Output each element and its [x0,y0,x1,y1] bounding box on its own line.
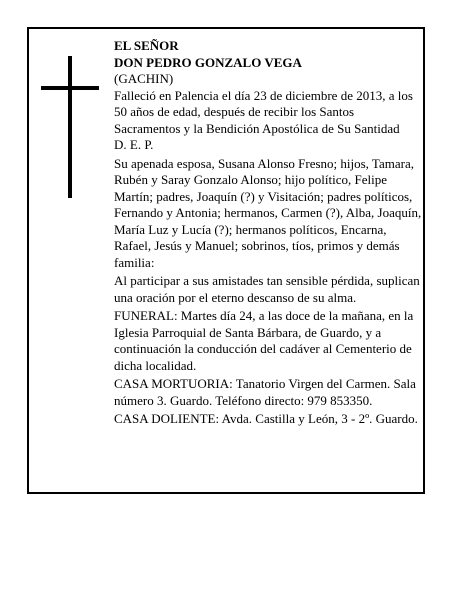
obituary-notice [27,27,425,494]
cross-icon [41,56,99,198]
mourning-house-paragraph: CASA DOLIENTE: Avda. Castilla y León, 3 - 2º. Guardo. [114,411,418,426]
cross-horizontal-bar [41,86,99,90]
death-paragraph: Falleció en Palencia el día 23 de diciembre de 2013, a los 50 años de edad, después de recibir los Santos Sacramentos y la Bendición Apostólica de Su Santidad [114,87,413,136]
rip-line: D. E. P. [114,137,154,152]
family-paragraph: Su apenada esposa, Susana Alonso Fresno; hijos, Tamara, Rubén y Saray Gonzalo Alonso; hijo político, Felipe Martín; padres, Joaquín (?) y Visitación; padres políticos, Fernando y Antonia; hermanos, Carmen (?), Alba, Joaquín, María Luz y Lucía (?); hermanos políticos, Encarna, Rafael, Jesús y Manuel; sobrinos, tíos, primos y demás familia: [114,155,422,270]
deceased-name: DON PEDRO GONZALO VEGA [114,54,302,70]
mortuary-paragraph: CASA MORTUORIA: Tanatorio Virgen del Carmen. Sala número 3. Guardo. Teléfono directo: 979 853350. [114,376,416,408]
obituary-text [114,38,422,430]
request-paragraph: Al participar a sus amistades tan sensible pérdida, suplican una oración por el eterno descanso de su alma. [114,273,420,305]
nickname: (GACHIN) [114,71,174,86]
cross-vertical-bar [68,56,72,198]
funeral-paragraph: FUNERAL: Martes día 24, a las doce de la mañana, en la Iglesia Parroquial de Santa Bárbara, de Guardo, y a continuación la conducción del cadáver al Cementerio de dicha localidad. [114,308,414,373]
title-line-1: EL SEÑOR [114,38,179,53]
